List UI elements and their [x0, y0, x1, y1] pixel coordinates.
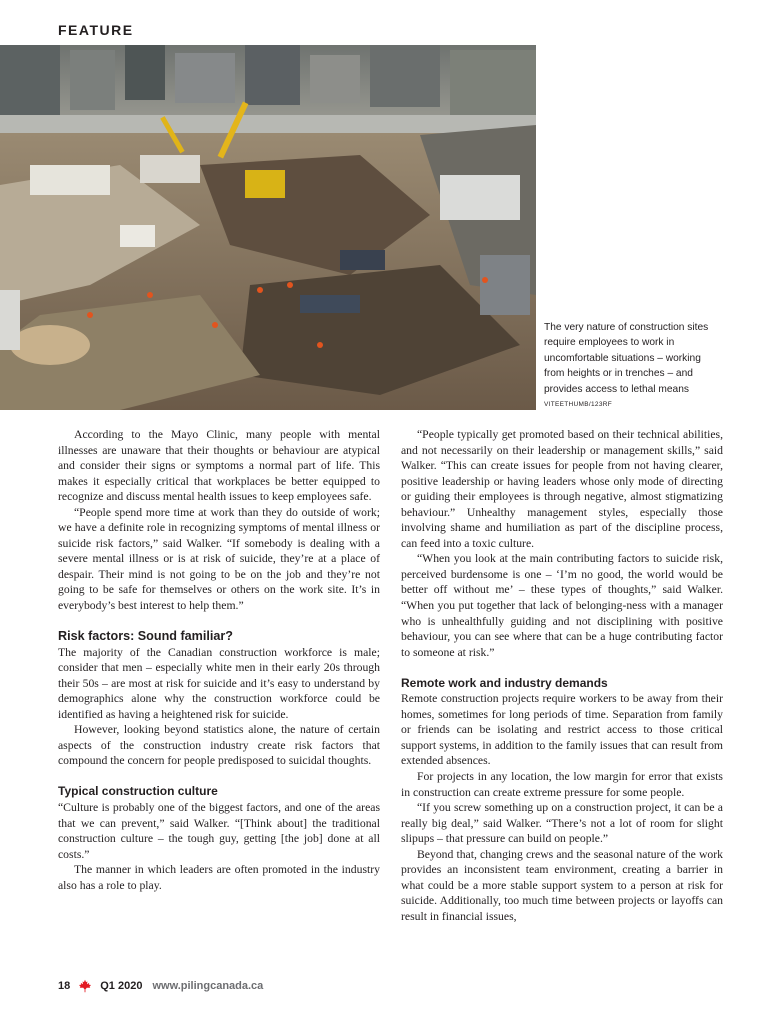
issue-label: Q1 2020: [100, 980, 143, 992]
paragraph: Beyond that, changing crews and the seasonal nature of the work provides an inconsistent team environment, creating a barrier in what could be a more stable support system to a person at risk for suicide. Additionally, too much time between projects or layoffs can result in financial issues,: [401, 847, 723, 923]
paragraph: The manner in which leaders are often promoted in the industry also has a role to play.: [58, 863, 380, 892]
paragraph: “People typically get promoted based on their technical abilities, and not necessarily on their leadership or management skills,” said Walker. “This can create issues for people from not having clearer, positive leadership or having leaders whose only mode of directing or guiding their employees is through negative, almost stigmatizing behaviour.” Unhealthy management styles, especially those involving shame and humiliation as part of the discipline process, can feed into a toxic culture.: [401, 428, 723, 550]
page-number: 18: [58, 980, 71, 992]
construction-site-illustration: [0, 45, 536, 410]
paragraph: “People spend more time at work than they do outside of work; we have a definite role in recognizing symptoms of mental illness or suicide risk factors,” said Walker. “If somebody is dealing with a severe mental illness or is at risk of suicide, they’re at a place of despair. Their mind is not going to be on the job and they’re not going to be safe for themselves or others on the work site. It’s in everybody’s best interest to help them.”: [58, 505, 380, 613]
paragraph: According to the Mayo Clinic, many people with mental illnesses are unaware that their thoughts or behaviour are atypical and consider their signs or symptoms a normal part of life. This makes it especially critical that workplaces be better equipped to recognize and discuss mental health issues to keep employees safe.: [58, 428, 380, 504]
paragraph: For projects in any location, the low margin for error that exists in construction can create extreme pressure for some people.: [401, 769, 723, 799]
subheading-risk-factors: Risk factors: Sound familiar?: [58, 629, 233, 644]
subheading-construction-culture: Typical construction culture: [58, 784, 218, 799]
maple-leaf-icon: [78, 979, 92, 993]
paragraph: However, looking beyond statistics alone, the nature of certain aspects of the construction industry create risk factors that compound the concern for people predisposed to suicidal thoughts.: [58, 723, 380, 768]
right-column: [401, 427, 723, 924]
section-label: FEATURE: [58, 22, 134, 38]
website-link[interactable]: www.pilingcanada.ca: [152, 980, 264, 992]
photo-credit: VITEETHUMB/123RF: [544, 401, 613, 408]
paragraph: The majority of the Canadian construction workforce is male; consider that men – especially white men in their early 20s through their 50s – are most at risk for suicide and it’s easy to understand by demographics alone why the construction workforce could be identified as having a heightened risk for suicide.: [58, 645, 380, 721]
page-footer: [58, 979, 263, 993]
construction-site-photo: [0, 45, 536, 410]
photo-caption: The very nature of construction sites require employees to work in uncomfortable situations – working from heights or in trenches – and provides access to lethal means: [544, 322, 709, 395]
left-column: [58, 427, 380, 893]
paragraph: Remote construction projects require workers to be away from their homes, sometimes for long periods of time. Separation from family or friends can be isolating and restrict access to those critical support systems, in addition to the family issues that can result from extended absences.: [401, 692, 723, 768]
subheading-remote-work: Remote work and industry demands: [401, 675, 608, 690]
paragraph: “When you look at the main contributing factors to suicide risk, perceived burdensome is one – ‘I’m no good, the world would be better off without me’ – these types of thoughts,” said Walker. “When you put together that lack of belonging-ness with a manager who is unhealthfully guiding and not disciplining with positive behaviour, you can see where that can be a huge contributing factor to someone at risk.”: [401, 552, 723, 659]
paragraph: “Culture is probably one of the biggest factors, and one of the areas that we can prevent,” said Walker. “[Think about] the traditional construction culture – the tough guy, getting [the job] done at all costs.”: [58, 801, 380, 861]
paragraph: “If you screw something up on a construction project, it can be a really big deal,” said Walker. “There’s not a lot of room for slight slipups – that pressure can build on people.”: [401, 801, 723, 846]
